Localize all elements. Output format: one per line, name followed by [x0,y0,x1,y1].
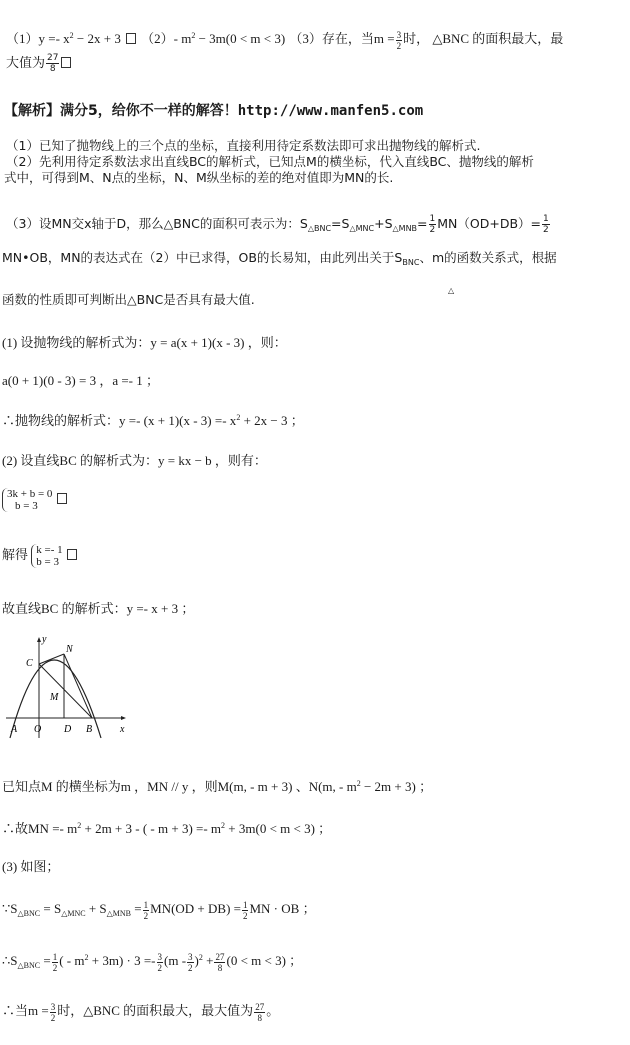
label-a: A [11,724,18,735]
equation-system: 3k + b = 0 b = 3 [2,488,52,512]
solution-step-13: ∴当m = $\frac{3}{2}$ 时，△BNC 的面积最大，最大值为 $\frac{27}{8}$ 。 [2,1001,280,1023]
answer-part-3: （3）存在，当m = $\frac{3}{2}$ 时， △BNC 的面积最大，最 [289,29,564,51]
fraction: $\frac{1}{2}$ [543,214,549,235]
fraction: $\frac{1}{2}$ [429,214,436,235]
solution-step-9: ∴故MN =- $m^2 + 2m + 3$ - ( - $m + 3) =- m^2 + 3m(0 < m < 3)$ ； [2,821,332,836]
line-nb [64,654,92,718]
analysis-header [4,100,423,120]
solution-system-2: 解得 k =- 1 b = 3 [2,544,78,568]
analysis-step-2b: 式中，可得到M、N点的坐标，N、M纵坐标的差的绝对值即为MN的长. [4,170,394,185]
fraction: $\frac{3}{2}$ [396,29,402,51]
analysis-step-3a: （3）设MN交x轴于D，那么△BNC的面积可表示为：$S_{\triangle BNC}=S_{\triangle MNC}+S_{\triangle MNB}=$ $\frac{1}{2}$ MN（OD+DB）= $\frac{1}{2}$ [6,214,549,235]
solution-step-11: $\because S_{\triangle BNC} = S_{\triangle MNC} + S_{\triangle MNB}$ = $\frac{1}{2}$ MN(OD + DB) = $\frac{1}{2}$ MN · OB ； [2,899,316,921]
x-axis-arrow [121,716,126,720]
label-n: N [66,644,73,655]
missing-glyph-box [67,549,77,560]
solution-step-10: (3) 如图； [2,859,60,874]
answer-line-2 [6,52,72,74]
label-b: B [86,724,93,735]
answer-part-1: $(1)y =- x^2 - 2x + 3$ [6,31,121,46]
label-x: x [120,724,125,735]
label-c: C [26,658,33,669]
solution-step-8: 已知点M 的横坐标为m ，MN // y ，则M(m, - m + 3) 、N(m, - $m^2 - 2m + 3$) ； [2,779,433,794]
line-cn [39,654,64,664]
missing-glyph-box [61,57,71,68]
solution-step-1: (1) 设抛物线的解析式为：y = a(x + 1)(x - 3) ，则： [2,335,287,350]
analysis-tag: 【解析】满分5，给你不一样的解答！ [4,103,238,119]
fraction: $\frac{27}{8}$ [255,1001,265,1023]
stray-triangle: △ [448,286,455,295]
missing-glyph-box [57,493,67,504]
fraction: $\frac{27}{8}$ [215,951,225,973]
analysis-step-3b: MN•OB，MN的表达式在（2）中已求得，OB的长易知，由此列出关于$S_{BNC}$、m的函数关系式，根据 [2,250,557,267]
analysis-step-1: （1）已知了抛物线上的三个点的坐标，直接利用待定系数法即可求出抛物线的解析式. [6,138,481,153]
answer-max-label: 大值为 [6,55,46,70]
analysis-step-2a: （2）先利用待定系数法求出直线BC的解析式，已知点M的横坐标，代入直线BC、抛物线的解析 [6,154,534,169]
missing-glyph-box [126,33,136,44]
solution-step-2: a(0 + 1)(0 - 3) = 3 ，a =- 1 ； [2,373,160,388]
source-link[interactable]: http://www.manfen5.com [237,103,424,119]
fraction: $\frac{1}{2}$ [242,899,248,921]
solution-step-3: ∴抛物线的解析式：$y =- (x + 1)(x - 3) =- x^2 + 2x - 3$ ； [2,413,304,428]
solution-step-12: $\therefore S_{\triangle BNC}$ = $\frac{1}{2}$ ( - $m^2 + 3m) \cdot 3$ =- $\frac{3}{2}$ (m - $\frac{3}{2}$ )$^2$ + $\frac{27}{8}$ (0 < m < 3) ； [2,951,303,973]
fraction: $\frac{3}{2}$ [50,1001,56,1023]
answer-line-1 [6,28,563,51]
analysis-step-3c: 函数的性质即可判断出△BNC是否具有最大值. [2,292,255,307]
fraction: $\frac{27}{8}$ [47,53,59,74]
solution-system-1 [2,488,68,512]
solution-step-4: (2) 设直线BC 的解析式为：y = kx − b ，则有： [2,453,267,468]
answer-part-2: （2）- $m^2 - 3m(0 < m < 3)$ [141,31,286,46]
fraction: $\frac{3}{2}$ [157,951,163,973]
fraction: $\frac{3}{2}$ [188,951,193,973]
label-y: y [42,634,47,645]
fraction: $\frac{1}{2}$ [143,899,149,921]
equation-system: k =- 1 b = 3 [31,544,62,568]
label-m: M [50,692,59,703]
solution-step-7: 故直线BC 的解析式：y =- x + 3 ； [2,601,195,616]
label-d: D [64,724,72,735]
fraction: $\frac{1}{2}$ [52,951,58,973]
label-o: O [34,724,42,735]
y-axis-arrow [37,637,41,642]
parabola-figure [2,632,137,744]
